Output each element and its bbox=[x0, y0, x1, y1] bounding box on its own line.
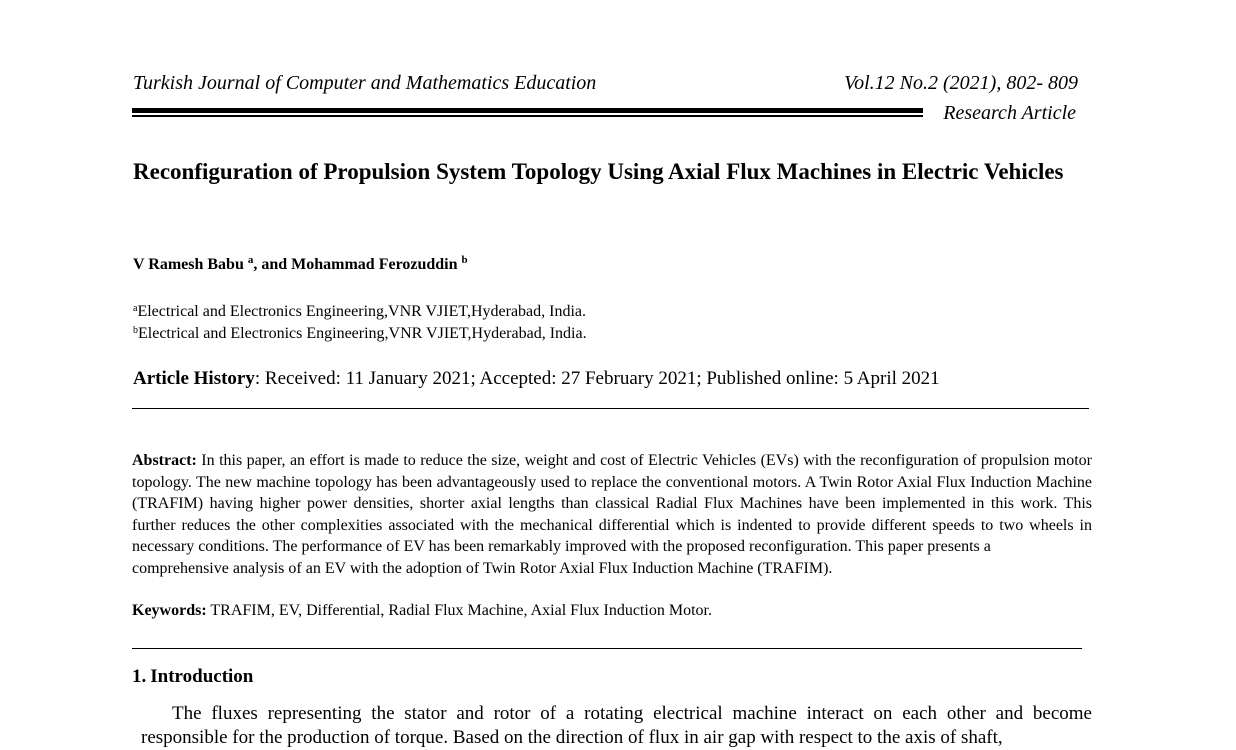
affil-mark: b bbox=[133, 325, 138, 336]
divider bbox=[132, 648, 1082, 649]
author-affil-mark: b bbox=[461, 254, 468, 266]
history-dates: : Received: 11 January 2021; Accepted: 27 February 2021; Published online: 5 April 2021 bbox=[254, 368, 940, 389]
history-label: Article History bbox=[133, 368, 255, 389]
abstract-body: In this paper, an effort is made to reduce the size, weight and cost of Electric Vehicles (EVs) with the reconfiguration of propulsion motor topology. The new machine topology has been advantageously used to replace the conventional motors. A Twin Rotor Axial Flux Induction Machine (TRAFIM) having higher power densities, shorter axial lengths than classical Radial Flux Machines have been implemented in this work. This further reduces the other complexities associated with the mechanical differential which is indented to provide different speeds to two wheels in necessary conditions. The performance of EV has been remarkably improved with the proposed reconfiguration. This paper presents a bbox=[132, 452, 1092, 555]
header-rule-thick bbox=[132, 108, 923, 113]
affil-mark: a bbox=[133, 303, 138, 314]
divider bbox=[132, 408, 1089, 409]
affil-text: Electrical and Electronics Engineering,VNR VJIET,Hyderabad, India. bbox=[138, 325, 587, 342]
journal-name: Turkish Journal of Computer and Mathematics Education bbox=[133, 72, 597, 94]
affiliation-list bbox=[133, 301, 587, 345]
section-heading bbox=[132, 665, 253, 689]
affil-text: Electrical and Electronics Engineering,VNR VJIET,Hyderabad, India. bbox=[137, 303, 587, 320]
affiliation-item bbox=[133, 323, 587, 345]
author-affil-mark: a bbox=[247, 254, 254, 266]
keywords-label: Keywords: bbox=[132, 602, 207, 619]
affiliation-item bbox=[133, 301, 587, 323]
author-list bbox=[133, 254, 468, 276]
keywords bbox=[132, 600, 712, 622]
paper-title: Reconfiguration of Propulsion System Topology Using Axial Flux Machines in Electric Vehicles bbox=[133, 159, 1064, 184]
article-history bbox=[133, 367, 940, 391]
abstract-last-line: comprehensive analysis of an EV with the adoption of Twin Rotor Axial Flux Induction Machine (TRAFIM). bbox=[132, 559, 833, 577]
author-separator: , and bbox=[253, 256, 292, 273]
volume-info: Vol.12 No.2 (2021), 802- 809 bbox=[844, 72, 1078, 94]
author-name: V Ramesh Babu bbox=[133, 256, 244, 273]
author-name: Mohammad Ferozuddin bbox=[291, 256, 458, 273]
abstract-label: Abstract: bbox=[132, 452, 197, 469]
article-type: Research Article bbox=[943, 102, 1076, 124]
keywords-text: TRAFIM, EV, Differential, Radial Flux Machine, Axial Flux Induction Motor. bbox=[206, 602, 712, 619]
intro-paragraph-text: The fluxes representing the stator and rotor of a rotating electrical machine interact on each other and become responsible for the production of torque. Based on the direction of flux in air gap with respect to the axis of shaft, bbox=[141, 703, 1092, 748]
header-rule-thin bbox=[132, 115, 923, 117]
abstract bbox=[132, 450, 1092, 579]
section-number: 1. bbox=[132, 666, 147, 687]
intro-paragraph bbox=[141, 702, 1092, 750]
section-title: Introduction bbox=[150, 666, 254, 687]
